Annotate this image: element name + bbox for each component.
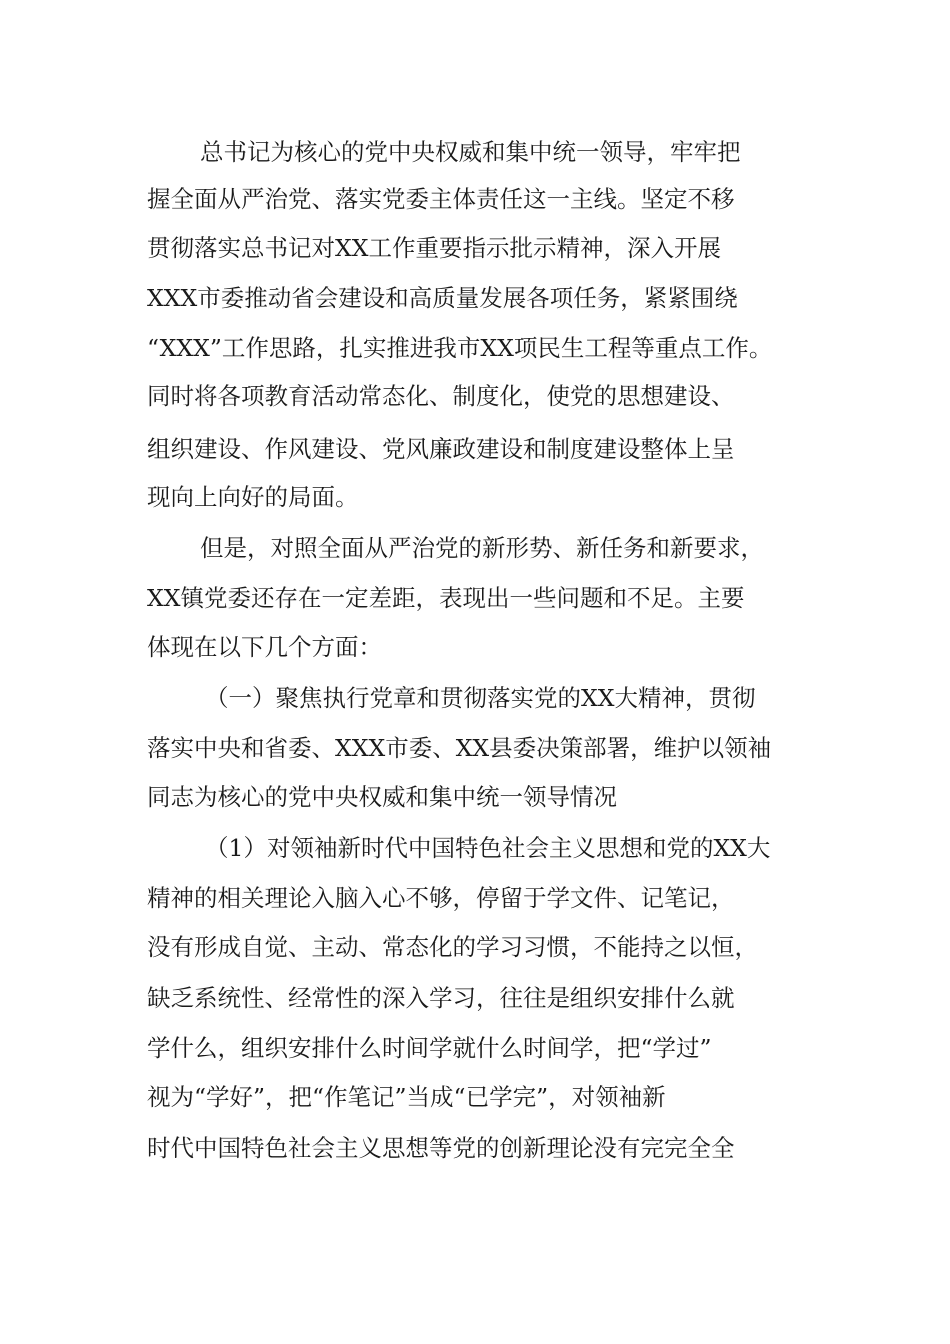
text-line: 时代中国特色社会主义思想等党的创新理论没有完完全全	[147, 1134, 735, 1162]
text-line: 组织建设、作风建设、党风廉政建设和制度建设整体上呈	[147, 435, 735, 463]
text-line: （1）对领袖新时代中国特色社会主义思想和党的XX大	[205, 834, 771, 862]
text-line: 体现在以下几个方面：	[147, 633, 382, 661]
text-line: XXX市委推动省会建设和高质量发展各项任务，紧紧围绕	[147, 284, 738, 312]
text-line: 学什么，组织安排什么时间学就什么时间学，把“学过”	[147, 1034, 712, 1062]
text-line: XX镇党委还存在一定差距，表现出一些问题和不足。主要	[147, 584, 745, 612]
text-line: 精神的相关理论入脑入心不够，停留于学文件、记笔记，	[147, 884, 735, 912]
text-line: “XXX”工作思路，扎实推进我市XX项民生工程等重点工作。	[147, 334, 773, 362]
text-line: （一）聚焦执行党章和贯彻落实党的XX大精神，贯彻	[205, 684, 756, 712]
text-line: 总书记为核心的党中央权威和集中统一领导，牢牢把	[200, 138, 741, 166]
text-line: 缺乏系统性、经常性的深入学习，往往是组织安排什么就	[147, 984, 735, 1012]
text-line: 没有形成自觉、主动、常态化的学习习惯，不能持之以恒，	[147, 933, 758, 961]
text-line: 同时将各项教育活动常态化、制度化，使党的思想建设、	[147, 382, 735, 410]
text-line: 但是，对照全面从严治党的新形势、新任务和新要求，	[200, 534, 764, 562]
text-line: 同志为核心的党中央权威和集中统一领导情况	[147, 783, 617, 811]
text-line: 握全面从严治党、落实党委主体责任这一主线。坚定不移	[147, 185, 735, 213]
text-line: 现向上向好的局面。	[147, 483, 359, 511]
text-line: 贯彻落实总书记对XX工作重要指示批示精神，深入开展	[147, 234, 721, 262]
text-line: 视为“学好”，把“作笔记”当成“已学完”，对领袖新	[147, 1083, 666, 1111]
text-line: 落实中央和省委、XXX市委、XX县委决策部署，维护以领袖	[147, 734, 772, 762]
